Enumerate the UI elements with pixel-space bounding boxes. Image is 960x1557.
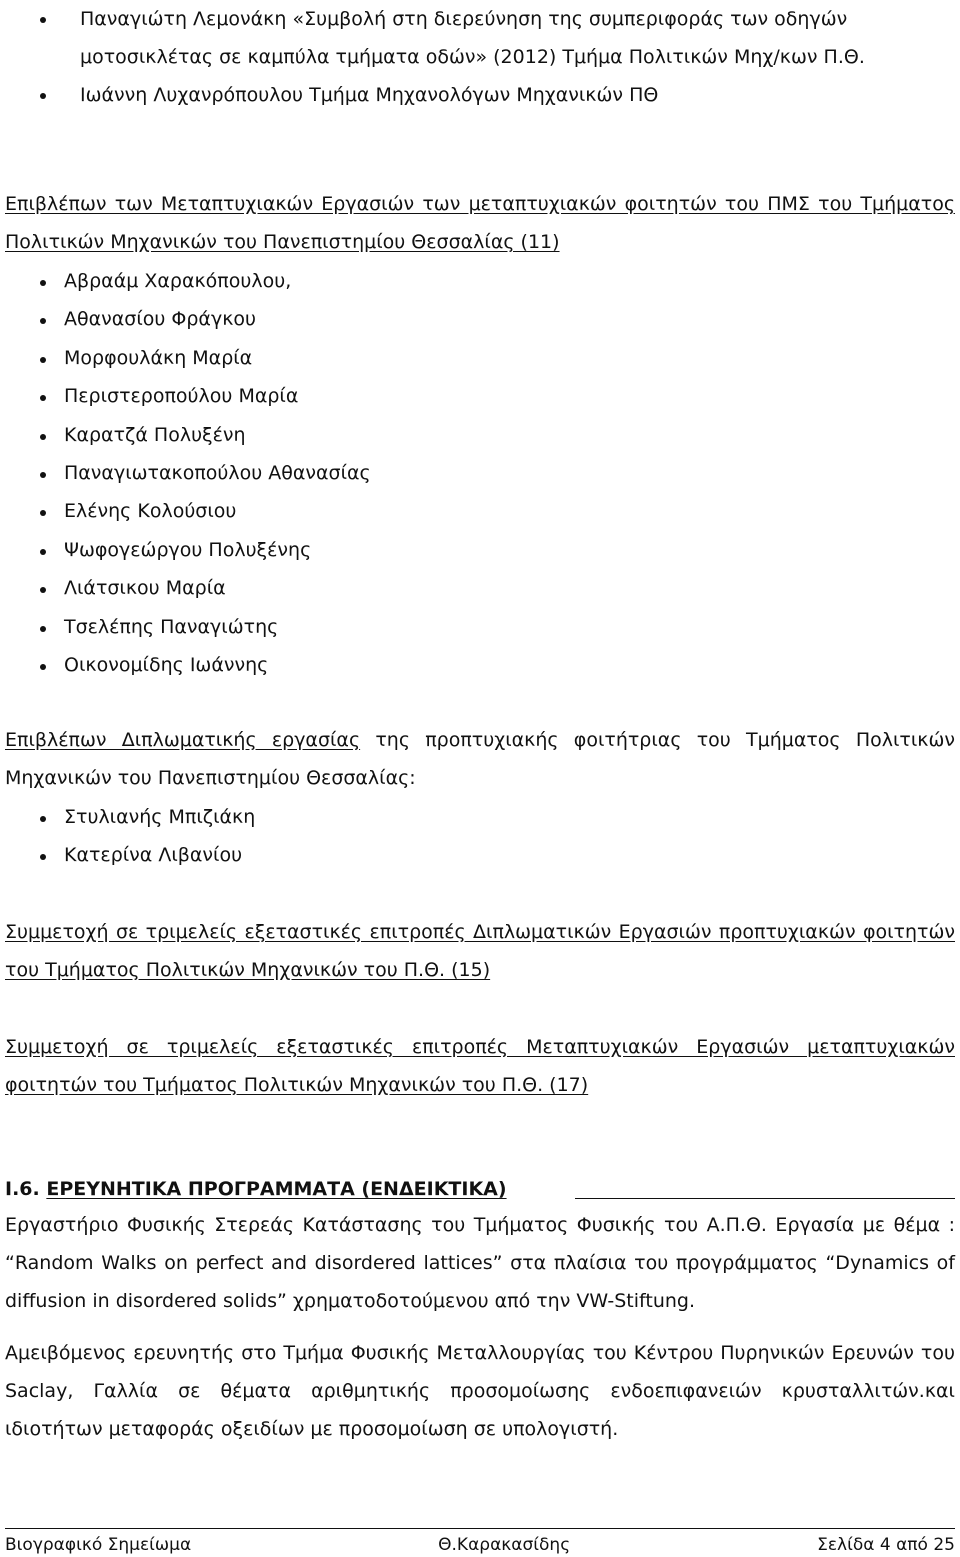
list-item xyxy=(0,608,960,646)
student-name: Ψωφογεώργου Πολυξένης xyxy=(64,538,312,561)
diploma-students-list xyxy=(0,798,960,875)
postgrad-section-title: Επιβλέπων των Μεταπτυχιακών Εργασιών των μεταπτυχιακών φοιτητών του ΠΜΣ του Τμήματος Πολιτικών Μηχανικών του Πανεπιστημίου Θεσσαλίας (11) xyxy=(5,193,955,253)
list-item xyxy=(0,76,960,114)
student-name: Λιάτσικου Μαρία xyxy=(64,577,226,600)
student-name: Ελένης Κολούσιου xyxy=(64,500,237,523)
heading-number: Ι.6. xyxy=(5,1178,40,1200)
list-item-text: Παναγιώτη Λεμονάκη «Συμβολή στη διερεύνηση της συμπεριφοράς των οδηγών μοτοσικλέτας σε καμπύλα τμήματα οδών» (2012) Τμήμα Πολιτικών Μηχ/κων Π.Θ. xyxy=(80,8,865,68)
list-item xyxy=(0,454,960,492)
bullet-icon xyxy=(40,17,46,23)
footer-center: Θ.Καρακασίδης xyxy=(438,1535,571,1555)
student-name: Καρατζά Πολυξένη xyxy=(64,423,246,446)
list-item xyxy=(0,531,960,569)
heading-title: ΕΡΕΥΝΗΤΙΚΑ ΠΡΟΓΡΑΜΜΑΤΑ (ΕΝΔΕΙΚΤΙΚΑ) xyxy=(46,1178,507,1200)
list-item xyxy=(0,798,960,836)
list-item xyxy=(0,492,960,530)
bullet-icon xyxy=(40,93,46,99)
heading-rule xyxy=(575,1198,955,1199)
bullet-icon xyxy=(40,626,46,632)
bullet-icon xyxy=(40,472,46,478)
student-name: Αβραάμ Χαρακόπουλου, xyxy=(64,270,292,292)
list-item xyxy=(0,646,960,684)
supervised-phd-list xyxy=(0,0,960,114)
student-name: Στυλιανής Μπιζιάκη xyxy=(64,806,256,828)
bullet-icon xyxy=(40,816,46,822)
list-item xyxy=(0,836,960,874)
student-name: Οικονομίδης Ιωάννης xyxy=(64,653,269,676)
bullet-icon xyxy=(40,549,46,555)
student-name: Περιστεροπούλου Μαρία xyxy=(64,385,299,408)
list-item xyxy=(0,339,960,377)
student-name: Παναγιωτακοπούλου Αθανασίας xyxy=(64,461,371,484)
section-heading xyxy=(5,1170,955,1208)
postgrad-students-list xyxy=(0,262,960,684)
student-name: Αθανασίου Φράγκου xyxy=(64,308,257,331)
diploma-section-title xyxy=(5,721,955,797)
student-name: Μορφουλάκη Μαρία xyxy=(64,346,253,369)
list-item xyxy=(0,569,960,607)
research-paragraph-1: Εργαστήριο Φυσικής Στερεάς Κατάστασης του Τμήματος Φυσικής του Α.Π.Θ. Εργασία με θέμα : “Random Walks on perfect and disordered lattices” στα πλαίσια του προγράμματος “Dynamics of diffusion in disordered solids” χρηματοδοτούμενου από την VW-Stiftung. xyxy=(5,1214,955,1312)
list-item xyxy=(0,262,960,300)
student-name: Τσελέπης Παναγιώτης xyxy=(64,615,279,638)
footer-page-number: Σελίδα 4 από 25 xyxy=(817,1535,955,1555)
list-item xyxy=(0,416,960,454)
list-item xyxy=(0,0,960,76)
diploma-title-rest: της προπτυχιακής φοιτήτριας του Τμήματος Πολιτικών Μηχανικών του Πανεπιστημίου Θεσσαλίας: xyxy=(5,729,955,789)
research-paragraph-2: Αμειβόμενος ερευνητής στο Τμήμα Φυσικής Μεταλλουργίας του Κέντρου Πυρηνικών Ερευνών του Saclay, Γαλλία σε θέματα αριθμητικής προσομοίωσης ενδοεπιφανειών κρυσταλλιτών.και ιδιοτήτων μεταφοράς οξειδίων με προσομοίωση σε υπολογιστή. xyxy=(5,1342,955,1440)
list-item-text: Ιωάννη Λυχανρόπουλου Τμήμα Μηχανολόγων Μηχανικών ΠΘ xyxy=(80,84,659,106)
list-item xyxy=(0,300,960,338)
list-item xyxy=(0,377,960,415)
bullet-icon xyxy=(40,664,46,670)
footer-left: Βιογραφικό Σημείωμα xyxy=(5,1535,192,1555)
diploma-title-underlined: Επιβλέπων Διπλωματικής εργασίας xyxy=(5,729,361,751)
bullet-icon xyxy=(40,357,46,363)
bullet-icon xyxy=(40,280,46,286)
bullet-icon xyxy=(40,318,46,324)
page-footer xyxy=(5,1528,955,1557)
bullet-icon xyxy=(40,510,46,516)
student-name: Κατερίνα Λιβανίου xyxy=(64,844,243,867)
committee-undergrad: Συμμετοχή σε τριμελείς εξεταστικές επιτροπές Διπλωματικών Εργασιών προπτυχιακών φοιτητών του Τμήματος Πολιτικών Μηχανικών του Π.Θ. (15) xyxy=(5,921,955,981)
bullet-icon xyxy=(40,434,46,440)
committee-postgrad: Συμμετοχή σε τριμελείς εξεταστικές επιτροπές Μεταπτυχιακών Εργασιών μεταπτυχιακών φοιτητών του Τμήματος Πολιτικών Μηχανικών του Π.Θ. (17) xyxy=(5,1036,955,1096)
bullet-icon xyxy=(40,854,46,860)
bullet-icon xyxy=(40,395,46,401)
bullet-icon xyxy=(40,587,46,593)
